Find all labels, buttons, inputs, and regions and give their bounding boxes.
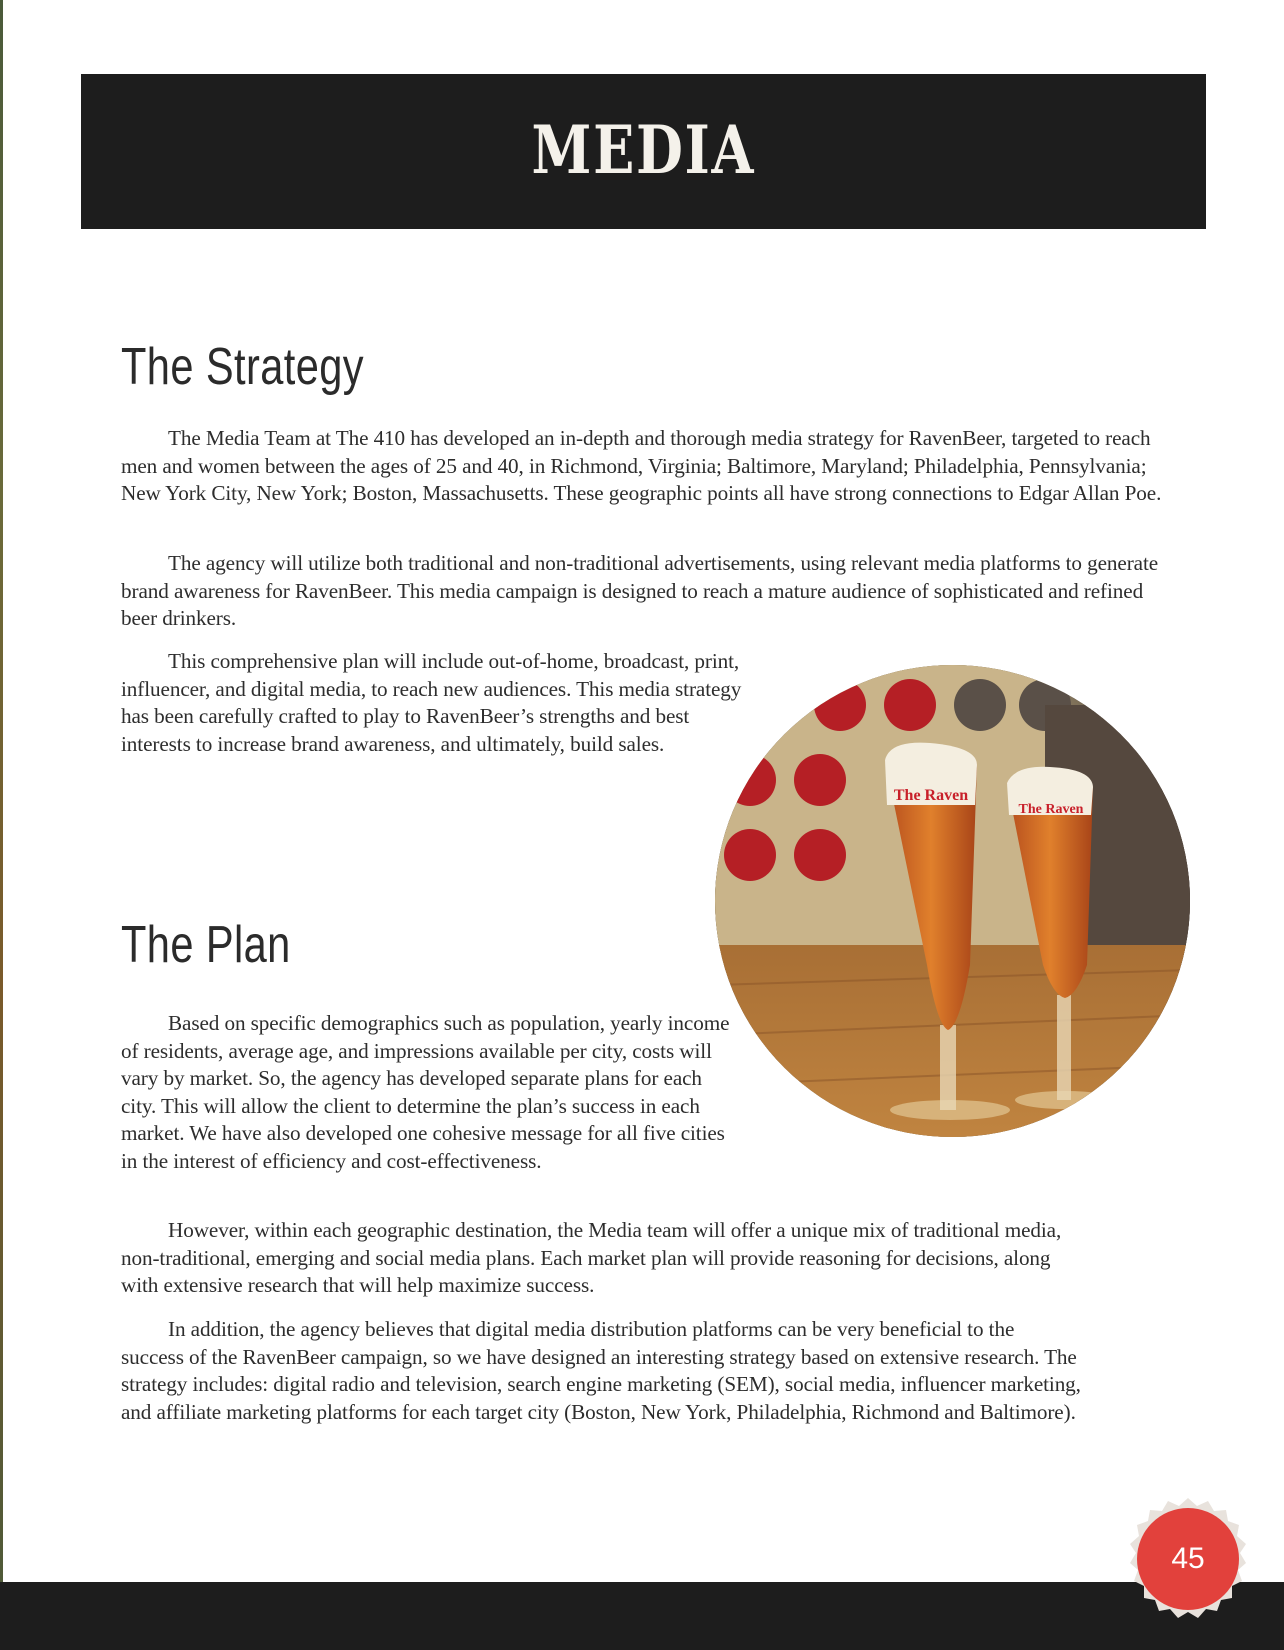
footer-bar xyxy=(0,1582,1284,1650)
strategy-paragraph-3: This comprehensive plan will include out-of-home, broadcast, print, influencer, and digital media, to reach new audiences. This media strategy has been carefully crafted to play to RavenBeer’s strengths and best interests to increase brand awareness, and ultimately, build sales. xyxy=(121,649,742,756)
page-number-badge xyxy=(1118,1496,1258,1636)
strategy-paragraph-2: The agency will utilize both traditional and non-traditional advertisements, using relevant media platforms to generate brand awareness for RavenBeer. This media campaign is designed to reach a mature audience of sophisticated and refined beer drinkers. xyxy=(121,551,1159,630)
title-banner xyxy=(81,74,1206,229)
plan-heading: The Plan xyxy=(121,916,291,974)
page-number: 45 xyxy=(1171,1542,1205,1575)
plan-paragraph-2: However, within each geographic destination, the Media team will offer a unique mix of traditional media, non-traditional, emerging and social media plans. Each market plan will provide reasoning for decisions, along with extensive research that will help maximize success. xyxy=(121,1218,1062,1297)
beer-glasses-photo xyxy=(715,665,1190,1137)
plan-paragraph-1: Based on specific demographics such as population, yearly income of residents, average age, and impressions available per city, costs will vary by market. So, the agency has developed separate plans for each city. This will allow the client to determine the plan’s success in each market. We have also developed one cohesive message for all five cities in the interest of efficiency and cost-effectiveness. xyxy=(121,1011,730,1173)
strategy-heading: The Strategy xyxy=(121,338,364,396)
strategy-paragraph-1: The Media Team at The 410 has developed an in-depth and thorough media strategy for RavenBeer, targeted to reach men and women between the ages of 25 and 40, in Richmond, Virginia; Baltimore, Maryland; Philadelphia, Pennsylvania; New York City, New York; Boston, Massachusetts. These geographic points all have strong connections to Edgar Allan Poe. xyxy=(121,426,1162,505)
page-edge-strip xyxy=(0,0,3,1650)
plan-paragraph-3: In addition, the agency believes that digital media distribution platforms can be very beneficial to the success of the RavenBeer campaign, so we have designed an interesting strategy based on extensive research. The strategy includes: digital radio and television, search engine marketing (SEM), social media, influencer marketing, and affiliate marketing platforms for each target city (Boston, New York, Philadelphia, Richmond and Baltimore). xyxy=(121,1317,1081,1424)
banner-title: MEDIA xyxy=(531,110,756,189)
glass-label-right: The Raven xyxy=(1018,802,1084,817)
glass-label-left: The Raven xyxy=(893,787,969,804)
